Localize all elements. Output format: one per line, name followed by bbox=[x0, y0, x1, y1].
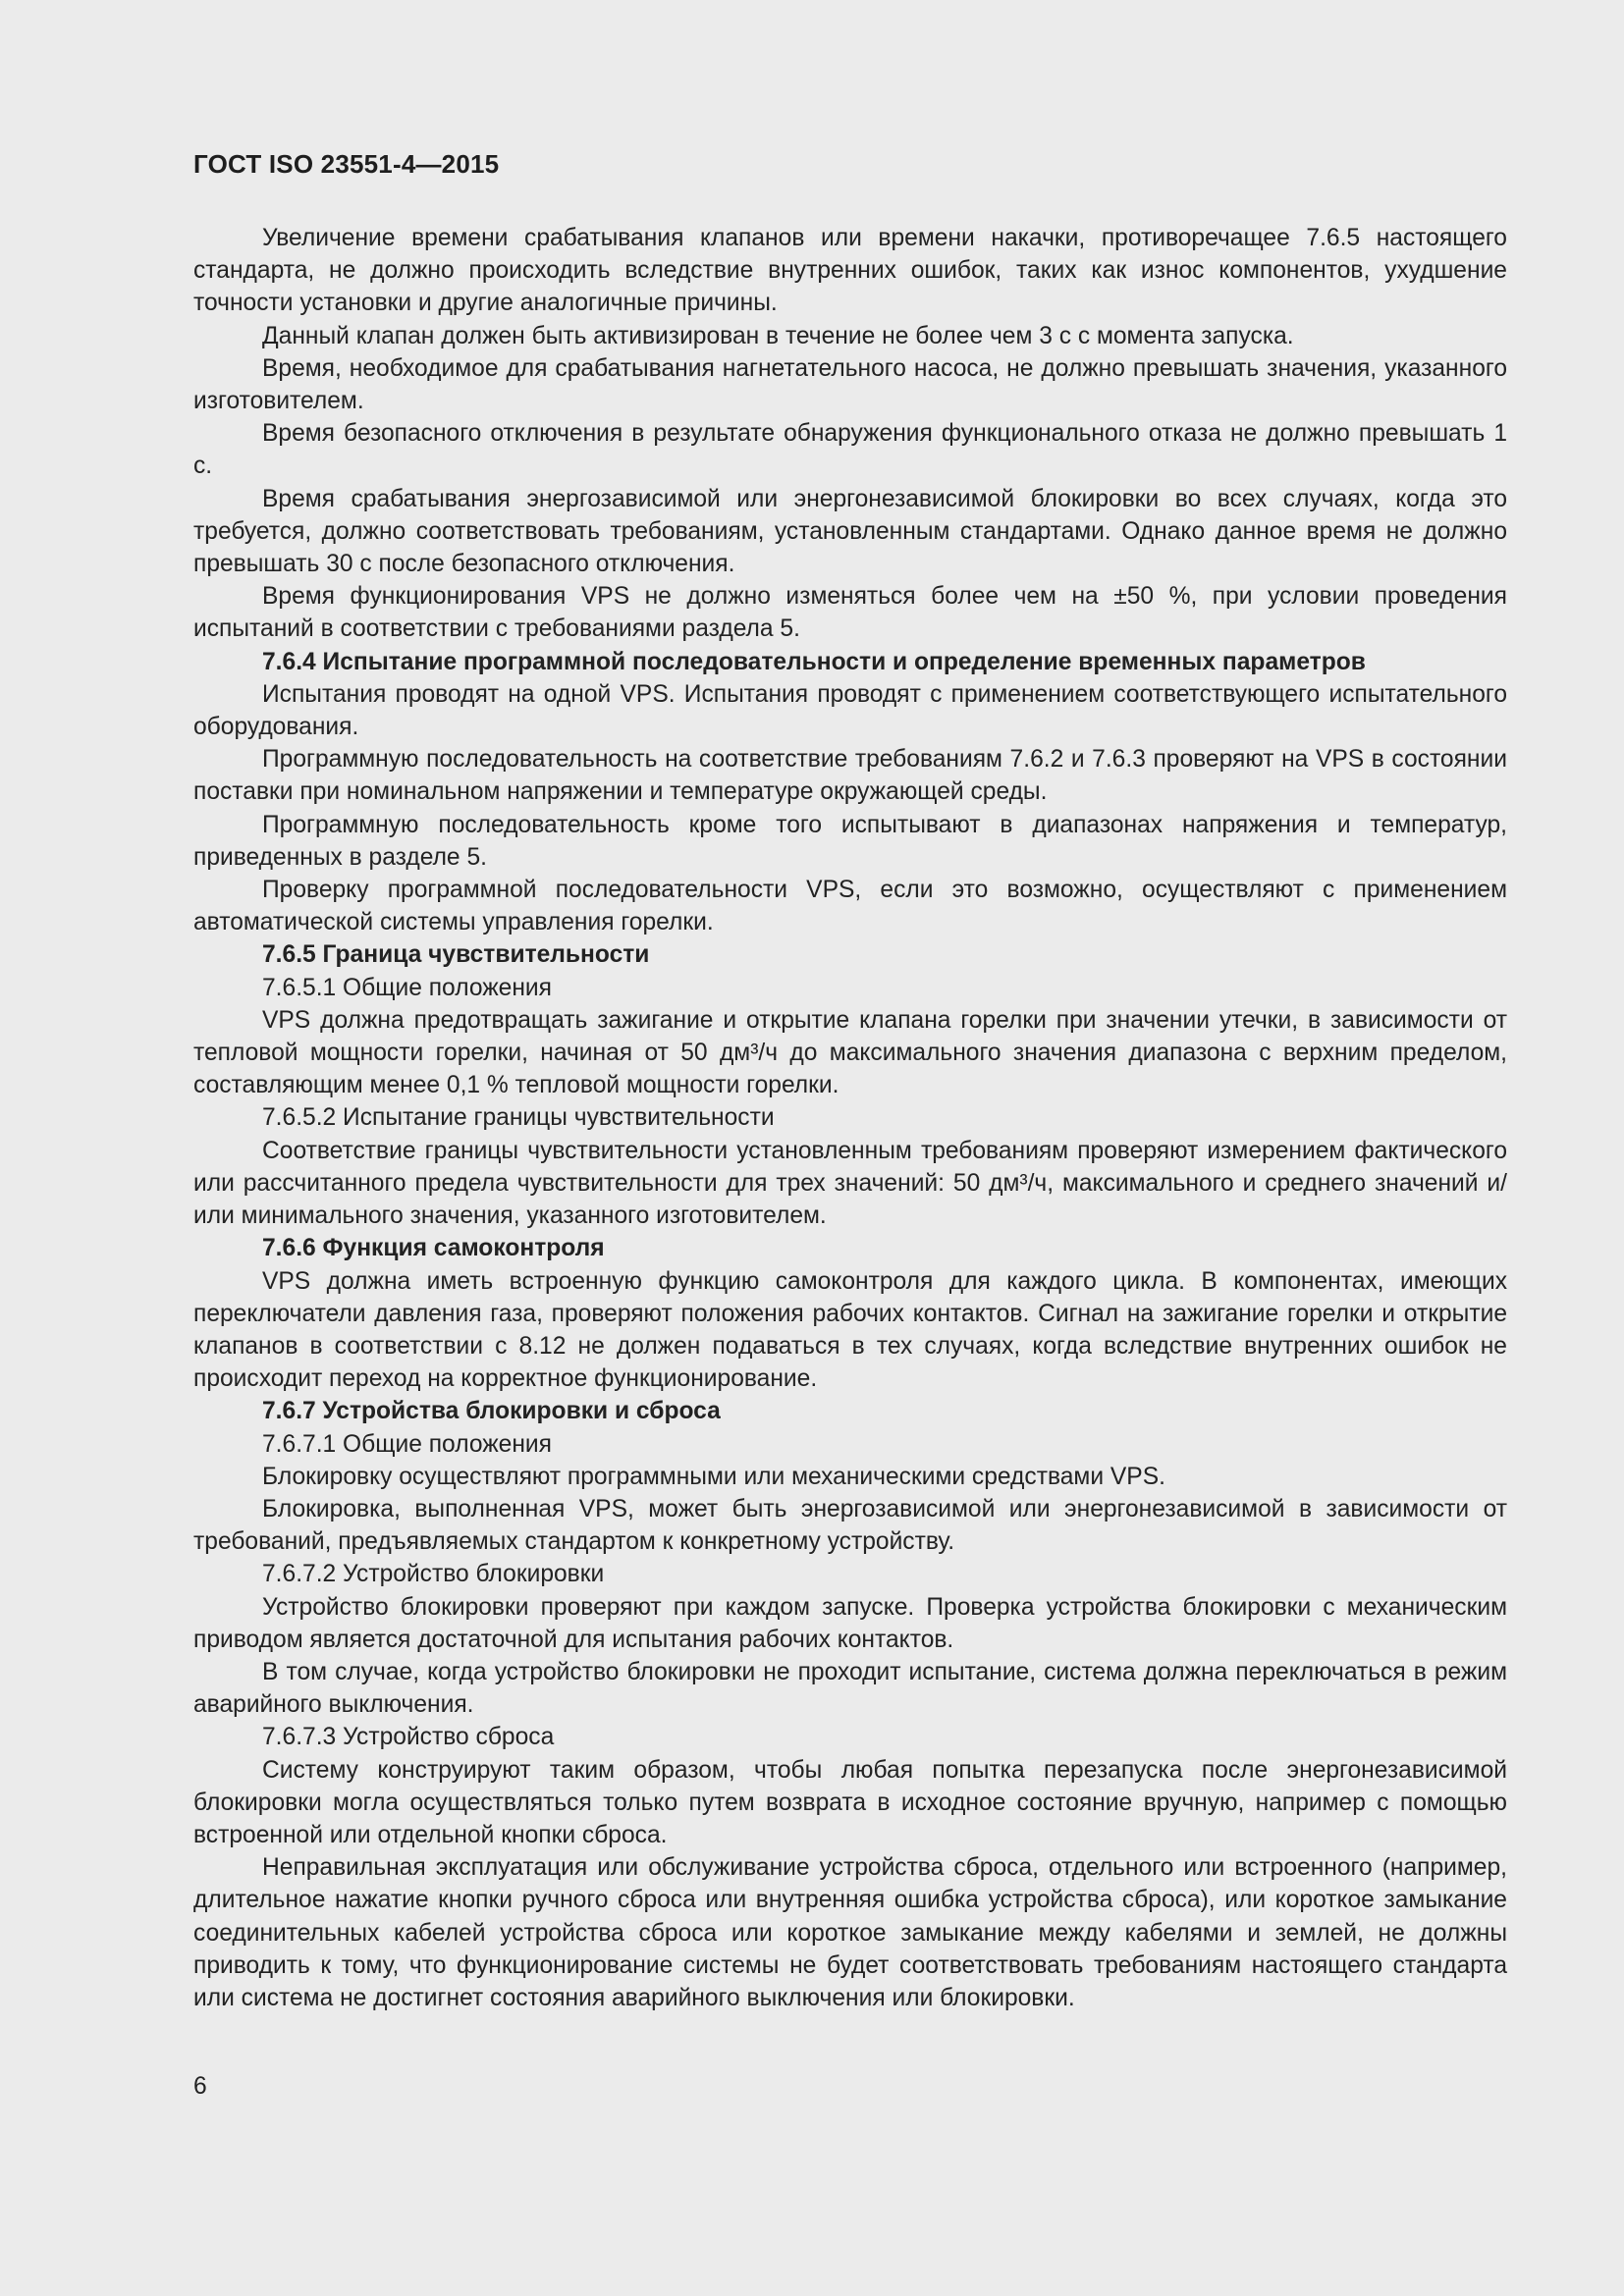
subsection-heading: 7.6.7.2 Устройство блокировки bbox=[262, 1561, 605, 1588]
paragraph: Увеличение времени срабатывания клапанов или времени накачки, противоречащее 7.6.5 настоящего стандарта, не должно происходить вследствие внутренних ошибок, таких как износ компонентов, ухудшение точности установки и другие аналогичные причины. bbox=[193, 225, 1507, 317]
paragraph: В том случае, когда устройство блокировки не проходит испытание, система должна переключаться в режим аварийного выключения. bbox=[193, 1658, 1507, 1719]
paragraph: Время срабатывания энергозависимой или энергонезависимой блокировки во всех случаях, когда это требуется, должно соответствовать требованиям, установленным стандартами. Однако данное время не должно превышать 30 с после безопасного отключения. bbox=[193, 485, 1507, 578]
section-heading: 7.6.6 Функция самоконтроля bbox=[262, 1235, 605, 1262]
paragraph: Неправильная эксплуатация или обслуживание устройства сброса, отдельного или встроенного (например, длительное нажатие кнопки ручного сброса или внутренняя ошибка устройства сброса), или короткое замыкание соединительных кабелей устройства сброса или короткое замыкание между кабелями и землей, не должны приводить к тому, что функционирование системы не будет соответствовать требованиям настоящего стандарта или система не достигнет состояния аварийного выключения или блокировки. bbox=[193, 1854, 1507, 2011]
paragraph: Систему конструируют таким образом, чтобы любая попытка перезапуска после энергонезависимой блокировки могла осуществляться только путем возврата в исходное состояние вручную, например с помощью встроенной или отдельной кнопки сброса. bbox=[193, 1756, 1507, 1848]
paragraph: VPS должна иметь встроенную функцию самоконтроля для каждого цикла. В компонентах, имеющих переключатели давления газа, проверяют положения рабочих контактов. Сигнал на зажигание горелки и открытие клапанов в соответствии с 8.12 не должен подаваться в тех случаях, когда вследствие внутренних ошибок не происходит переход на корректное функционирование. bbox=[193, 1267, 1507, 1393]
subsection-heading: 7.6.7.1 Общие положения bbox=[262, 1430, 552, 1458]
page-number: 6 bbox=[193, 2073, 207, 2100]
paragraph: Соответствие границы чувствительности установленным требованиям проверяют измерением фактического или рассчитанного предела чувствительности для трех значений: 50 дм³/ч, максимального и среднего значений и/или минимального значения, указанного изготовителем. bbox=[193, 1137, 1507, 1230]
paragraph: Данный клапан должен быть активизирован в течение не более чем 3 с с момента запуска. bbox=[262, 322, 1294, 349]
paragraph: Блокировку осуществляют программными или механическими средствами VPS. bbox=[262, 1463, 1165, 1490]
paragraph: Программную последовательность на соответствие требованиям 7.6.2 и 7.6.3 проверяют на VPS в состоянии поставки при номинальном напряжении и температуре окружающей среды. bbox=[193, 746, 1507, 806]
paragraph: Время, необходимое для срабатывания нагнетательного насоса, не должно превышать значения, указанного изготовителем. bbox=[193, 354, 1507, 415]
paragraph: Время безопасного отключения в результате обнаружения функционального отказа не должно превышать 1 с. bbox=[193, 420, 1507, 480]
paragraph: Испытания проводят на одной VPS. Испытания проводят с применением соответствующего испытательного оборудования. bbox=[193, 680, 1507, 741]
paragraph: Время функционирования VPS не должно изменяться более чем на ±50 %, при условии проведения испытаний в соответствии с требованиями раздела 5. bbox=[193, 583, 1507, 643]
paragraph: Устройство блокировки проверяют при каждом запуске. Проверка устройства блокировки с механическим приводом является достаточной для испытания рабочих контактов. bbox=[193, 1593, 1507, 1653]
document-header: ГОСТ ISO 23551-4—2015 bbox=[193, 149, 500, 179]
section-heading: 7.6.4 Испытание программной последовательности и определение временных параметров bbox=[262, 648, 1366, 675]
paragraph: VPS должна предотвращать зажигание и открытие клапана горелки при значении утечки, в зависимости от тепловой мощности горелки, начиная от 50 дм³/ч до максимального значения диапазона с верхним пределом, составляющим менее 0,1 % тепловой мощности горелки. bbox=[193, 1006, 1507, 1099]
paragraph: Проверку программной последовательности VPS, если это возможно, осуществляют с применением автоматической системы управления горелки. bbox=[193, 877, 1507, 936]
section-heading: 7.6.5 Граница чувствительности bbox=[262, 941, 650, 969]
subsection-heading: 7.6.5.1 Общие положения bbox=[262, 974, 552, 1001]
section-heading: 7.6.7 Устройства блокировки и сброса bbox=[262, 1398, 721, 1425]
paragraph: Программную последовательность кроме того испытывают в диапазонах напряжения и температур, приведенных в разделе 5. bbox=[193, 811, 1507, 871]
subsection-heading: 7.6.5.2 Испытание границы чувствительности bbox=[262, 1104, 775, 1132]
paragraph: Блокировка, выполненная VPS, может быть энергозависимой или энергонезависимой в зависимости от требований, предъявляемых стандартом к конкретному устройству. bbox=[193, 1495, 1507, 1556]
subsection-heading: 7.6.7.3 Устройство сброса bbox=[262, 1724, 555, 1751]
document-body bbox=[193, 222, 1507, 2014]
